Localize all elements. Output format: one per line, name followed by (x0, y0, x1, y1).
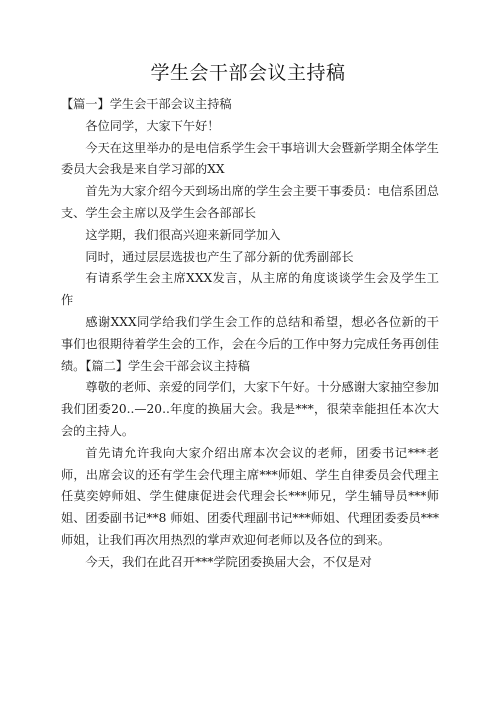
paragraph: 今天在这里举办的是电信系学生会干事培训大会暨新学期全体学生委员大会我是来自学习部的XX (61, 140, 439, 177)
paragraph: 有请系学生会主席XXX发言，从主席的角度谈谈学生会及学生工作 (61, 271, 439, 308)
paragraph: 感谢XXX同学给我们学生会工作的总结和希望，想必各位新的干事们也很期待着学生会的工作，会在今后的工作中努力完成任务再创佳绩。【篇二】学生会干部会议主持稿 (61, 314, 439, 373)
paragraph: 今天，我们在此召开***学院团委换届大会，不仅是对 (85, 554, 372, 569)
paragraph: 首先请允许我向大家介绍出席本次会议的老师，团委书记***老师，出席会议的还有学生会代理主席***师姐、学生自律委员会代理主任莫奕婷师姐、学生健康促进会代理会长***师兄，学生辅导员***师姐、团委副书记**8 师姐、团委代理副书记***师姐、代理团委委员***师姐，让我们再次用热烈的掌声欢迎何老师以及各位的到来。 (61, 445, 439, 547)
paragraph: 各位同学，大家下午好！ (85, 118, 220, 133)
paragraph: 首先为大家介绍今天到场出席的学生会主要干事委员：电信系团总支、学生会主席以及学生会各部部长 (61, 184, 439, 220)
section-heading-1: 【篇一】学生会干部会议主持稿 (61, 97, 232, 111)
paragraph: 同时，通过层层选拔也产生了部分新的优秀副部长 (85, 249, 354, 264)
paragraph: 这学期，我们很高兴迎来新同学加入 (85, 227, 281, 242)
document-body (61, 94, 439, 574)
paragraph: 尊敬的老师、亲爱的同学们，大家下午好。十分感谢大家抽空参加我们团委20..—20..年度的换届大会。我是***，很荣幸能担任本次大会的主持人。 (61, 380, 439, 438)
document-title: 学生会干部会议主持稿 (150, 62, 346, 84)
